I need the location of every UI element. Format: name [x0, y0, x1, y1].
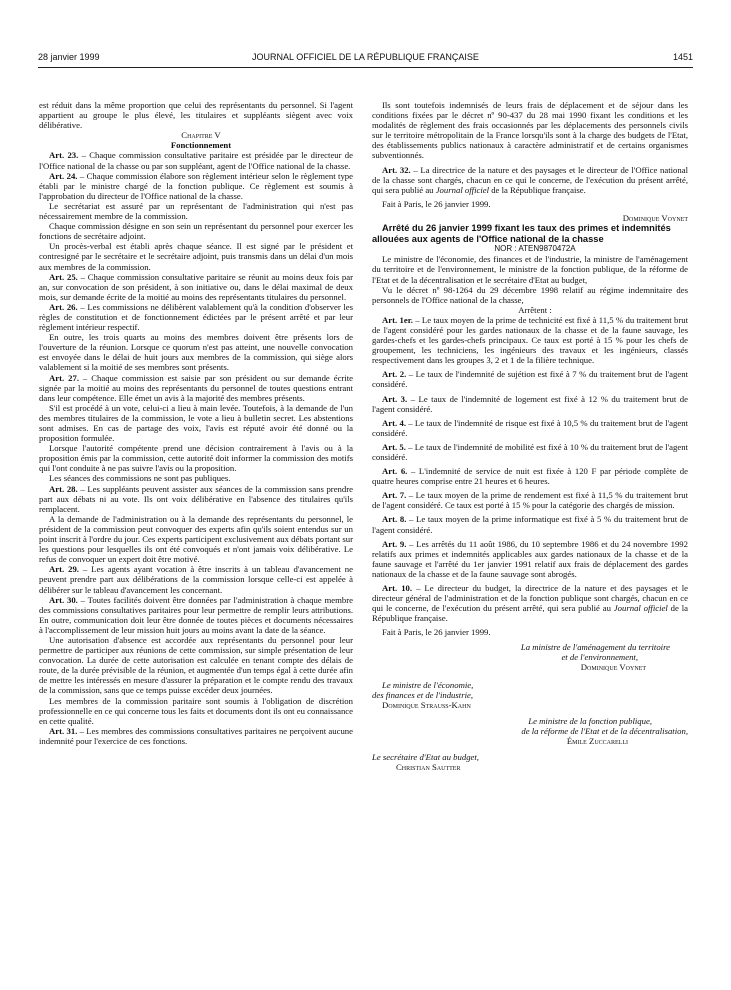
- article-text: – Chaque commission consultative paritaire est présidée par le directeur de l'Office national de la chasse ou par son suppléant, agent de l'Office national de la chasse.: [39, 150, 353, 171]
- article-text: – Le taux de l'indemnité de sujétion est fixé à 7 % du traitement brut de l'agent considéré.: [372, 369, 688, 390]
- article-3: [372, 394, 688, 414]
- article-27: [39, 373, 353, 403]
- article-label: Art. 7.: [382, 490, 407, 501]
- article-label: Art. 26.: [49, 301, 78, 312]
- article-2: [372, 369, 688, 389]
- signatory-role: de la réforme de l'Etat et de la décentralisation,: [521, 726, 688, 737]
- article-label: Art. 5.: [382, 441, 406, 452]
- article-text: – Chaque commission est saisie par son président ou sur demande écrite signée par la moitié au moins des représentants du personnel de toutes questions entrant dans leur compétence. Elle émet un avis à la majorité des membres présents.: [39, 372, 353, 403]
- left-column: [39, 100, 353, 746]
- paragraph: Lorsque l'autorité compétente prend une décision contrairement à l'avis ou à la proposition émis par la commission, cette autorité doit informer la commission des motifs qui l'ont conduite à ne pas suivre l'avis ou la proposition.: [39, 443, 353, 474]
- paragraph: Les membres de la commission paritaire sont soumis à l'obligation de discrétion professionnelle en ce qui concerne tous les faits et documents dont ils ont eu connaissance en cette qualité.: [39, 695, 353, 726]
- signature-block-budget: [372, 752, 688, 772]
- paragraph: Le secrétariat est assuré par un représentant de l'administration qui n'est pas nécessairement membre de la commission.: [39, 200, 353, 222]
- article-label: Art. 4.: [382, 417, 406, 428]
- paragraph: Le ministre de l'économie, des finances et de l'industrie, la ministre de l'aménagement du territoire et de l'environnement, le ministre de la fonction publique, de la réforme de l'Etat et de la décentralisation et le secrétaire d'Etat au budget,: [372, 254, 688, 285]
- article-label: Art. 28.: [49, 483, 78, 494]
- header-date: 28 janvier 1999: [38, 52, 100, 62]
- article-label: Art. 30.: [49, 594, 78, 605]
- signatory-role: Le ministre de la fonction publique,: [528, 716, 652, 727]
- signature-block-public-service: [372, 716, 688, 746]
- article-text: – Les membres des commissions consultatives paritaires ne perçoivent aucune indemnité pour l'exercice de ces fonctions.: [39, 725, 353, 746]
- article-label: Art. 10.: [382, 583, 413, 594]
- article-text: – Le taux moyen de la prime informatique est fixé à 5 % du traitement brut de l'agent considéré.: [372, 514, 688, 535]
- article-label: Art. 32.: [382, 164, 411, 175]
- article-text: – Le taux de l'indemnité de logement est fixé à 12 % du traitement brut de l'agent considéré.: [372, 393, 688, 414]
- paragraph: Les séances des commissions ne sont pas publiques.: [49, 473, 231, 484]
- signatory-name: Dominique Voynet: [622, 212, 688, 223]
- paragraph: est réduit dans la même proportion que celui des représentants du personnel. Si l'agent appartient au groupe le plus élevé, les titulaires et suppléants siègent avec voix délibérative.: [39, 100, 353, 131]
- article-text: – L'indemnité de service de nuit est fixée à 120 F par période complète de quatre heures comprise entre 21 heures et 6 heures.: [372, 466, 689, 487]
- article-text: – Chaque commission élabore son règlement intérieur selon le règlement type établi par le ministre chargé de la fonction publique. Ce règlement est soumis à l'approbation du directeur de l'Office national de la chasse.: [39, 170, 353, 201]
- paragraph: Un procès-verbal est établi après chaque séance. Il est signé par le président et contresigné par le secrétaire et le secrétaire adjoint, puis transmis dans un délai d'un mois aux membres de la commission.: [39, 241, 353, 272]
- chapter-heading: Chapitre V: [181, 130, 221, 141]
- article-text: – La directrice de la nature et des paysages et le directeur de l'Office national de la chasse sont chargés, chacun en ce qui le concerne, de l'exécution du présent arrêté, qui sera publié au: [372, 164, 688, 195]
- article-31: [39, 726, 353, 746]
- page-header: [38, 52, 693, 66]
- article-label: Art. 8.: [382, 514, 407, 525]
- article-1: [372, 315, 688, 365]
- signatory-role: des finances et de l'industrie,: [372, 689, 474, 700]
- article-10: [372, 583, 688, 623]
- paragraph: Une autorisation d'absence est accordée aux représentants du personnel pour leur permettre de participer aux réunions de cette commission, sur simple présentation de leur convocation. La durée de cette autorisation est calculée en tenant compte des délais de route, de la durée prévisible de la réunion, et augmentée d'un temps égal à cette durée afin de mettre les intéressés en mesure d'assurer la préparation et le compte rendu des travaux de la commission, sans que ce temps puisse excéder deux journées.: [39, 634, 353, 696]
- article-8: [372, 514, 688, 534]
- article-label: Art. 2.: [382, 369, 407, 380]
- article-label: Art. 1er.: [382, 314, 413, 325]
- signatory-role: La ministre de l'aménagement du territoire: [520, 641, 670, 652]
- article-6: [372, 466, 688, 486]
- paragraph: Ils sont toutefois indemnisés de leurs frais de déplacement et de séjour dans les conditions fixées par le décret nº 90-437 du 28 mai 1990 fixant les conditions et les modalités de règlement des frais occasionnés par les déplacements des personnels civils sur le territoire métropolitain de la France lorsqu'ils sont à la charge des budgets de l'Etat, des établissements publics nationaux à caractère administratif et de certains organismes subventionnés.: [372, 100, 688, 161]
- signatory-role: Le ministre de l'économie,: [382, 679, 474, 690]
- signature-block-economy: [372, 680, 688, 710]
- article-text: – Les agents ayant vocation à être inscrits à un tableau d'avancement ne peuvent prendre part aux délibérations de la commission lorsque celle-ci est appelée à délibérer sur le tableau d'avancement les concernant.: [39, 564, 353, 595]
- section-heading: Fonctionnement: [170, 140, 232, 151]
- signatory-name: Émile Zuccarelli: [566, 736, 628, 747]
- signatory-role: et de l'environnement,: [561, 651, 638, 662]
- article-label: Art. 23.: [49, 150, 79, 161]
- article-text: – Le directeur du budget, la directrice de la nature et des paysages et le directeur général de l'administration et de la fonction publique sont chargés, chacun en ce qui le concerne, de l'exécution du présent arrêté, qui sera publié au: [372, 583, 688, 614]
- article-26: [39, 302, 353, 332]
- article-7: [372, 490, 688, 510]
- article-text: – Le taux moyen de la prime de rendement est fixé à 11,5 % du traitement brut de l'agent considéré. Ce taux est porté à 15 % pour la catégorie des chargés de mission.: [372, 490, 688, 511]
- article-24: [39, 171, 353, 201]
- paragraph: Vu le décret nº 98-1264 du 29 décembre 1998 relatif au régime indemnitaire des personnels de l'Office national de la chasse,: [372, 284, 688, 305]
- article-28: [39, 484, 353, 514]
- signatory-name: Dominique Voynet: [580, 661, 646, 672]
- article-25: [39, 272, 353, 302]
- article-32: [372, 165, 688, 195]
- signing-place-date: Fait à Paris, le 26 janvier 1999.: [382, 627, 491, 638]
- paragraph: En outre, les trois quarts au moins des membres doivent être présents lors de l'ouverture de la réunion. Lorsque ce quorum n'est pas atteint, une nouvelle convocation est envoyée dans le délai de huit jours aux membres de la commission, qui siège alors valablement si la moitié de ses membres sont présents.: [39, 332, 353, 373]
- article-text: de la République française.: [372, 603, 688, 624]
- article-text: de la République française.: [489, 184, 586, 195]
- signing-place-date: Fait à Paris, le 26 janvier 1999.: [382, 198, 491, 209]
- article-4: [372, 418, 688, 438]
- right-column: [372, 100, 688, 773]
- article-text: – Les commissions ne délibèrent valablement qu'à la condition d'observer les règles de constitution et de fonctionnement édictées par le présent arrêté et par leur règlement intérieur respectif.: [39, 301, 354, 333]
- signatory-name: Dominique Strauss-Kahn: [382, 699, 471, 710]
- journal-officiel-ref: Journal officiel: [435, 184, 490, 195]
- signatory-role: Le secrétaire d'Etat au budget,: [372, 752, 479, 763]
- article-9: [372, 539, 688, 579]
- article-label: Art. 9.: [382, 538, 407, 549]
- article-label: Art. 29.: [49, 564, 79, 575]
- article-29: [39, 564, 353, 594]
- header-journal-title: JOURNAL OFFICIEL DE LA RÉPUBLIQUE FRANÇAISE: [252, 52, 479, 62]
- article-text: – Les arrêtés du 11 août 1986, du 10 septembre 1986 et du 24 novembre 1992 relatifs aux primes et indemnités applicables aux gardes nationaux de la chasse et de la faune sauvage et l'arrêté du 1er janvier 1991 relatif aux frais de déplacement des gardes nationaux de la chasse et de la faune sauvage sont abrogés.: [372, 538, 688, 579]
- header-rule: [38, 67, 693, 68]
- article-label: Art. 25.: [49, 271, 78, 282]
- article-text: – Le taux de l'indemnité de mobilité est fixé à 10 % du traitement brut de l'agent considéré.: [372, 441, 688, 462]
- article-5: [372, 442, 688, 462]
- article-text: – Le taux de l'indemnité de risque est fixé à 10,5 % du traitement brut de l'agent considéré.: [372, 417, 688, 438]
- article-30: [39, 595, 353, 635]
- article-label: Art. 6.: [382, 466, 408, 477]
- article-label: Art. 24.: [49, 170, 78, 181]
- journal-officiel-ref: Journal officiel: [613, 603, 668, 614]
- signatory-name: Christian Sautter: [396, 762, 461, 773]
- article-text: – Les suppléants peuvent assister aux séances de la commission sans prendre part aux débats ni au vote. Ils ont voix délibérative en l'absence des titulaires qu'ils remplacent.: [39, 483, 353, 514]
- article-text: – Toutes facilités doivent être données par l'administration à chaque membre des commissions consultatives paritaires pour leur permettre de remplir leurs attributions. En outre, communication doit leur être donnée de toutes pièces et documents nécessaires à l'accomplissement de leur mission huit jours au moins avant la date de la séance.: [39, 594, 353, 635]
- paragraph: S'il est procédé à un vote, celui-ci a lieu à main levée. Toutefois, à la demande de l'un des membres titulaires de la commission, le vote a lieu à bulletin secret. Les abstentions sont admises. En cas de partage des voix, l'avis est réputé avoir été donné ou la proposition formulée.: [39, 402, 353, 444]
- paragraph: Chaque commission désigne en son sein un représentant du personnel pour exercer les fonctions de secrétaire adjoint.: [39, 221, 353, 242]
- nor-reference: NOR : ATEN9870472A: [494, 244, 576, 254]
- paragraph: A la demande de l'administration ou à la demande des représentants du personnel, le président de la commission peut convoquer des experts afin qu'ils soient entendus sur un point inscrit à l'ordre du jour. Ces experts participent exclusivement aux débats portant sur les questions pour lesquelles ils ont été convoqués et n'ont jamais voix délibérative. Le refus de convoquer un expert doit être motivé.: [39, 513, 353, 565]
- decree-title: Arrêté du 26 janvier 1999 fixant les taux des primes et indemnités allouées aux agents de l'Office national de la chasse: [372, 223, 671, 244]
- signature-block-environment: [372, 642, 688, 672]
- article-label: Art. 27.: [49, 372, 79, 383]
- arretent-heading: Arrêtent :: [518, 304, 552, 315]
- header-page-number: 1451: [672, 52, 693, 62]
- article-label: Art. 3.: [382, 393, 408, 404]
- article-text: – Chaque commission consultative paritaire se réunit au moins deux fois par an, sur convocation de son président, à son initiative ou, dans le délai maximal de deux mois, sur demande écrite de la moitié au moins des représentants titulaires du personnel.: [39, 271, 353, 302]
- article-label: Art. 31.: [49, 725, 78, 736]
- article-23: [39, 150, 353, 170]
- article-text: – Le taux moyen de la prime de technicité est fixé à 11,5 % du traitement brut de l'agent considéré pour les gardes nationaux de la chasse et de la faune sauvage, les gardes-chefs et les gardes-chefs principaux. Ce taux est porté à 15 % pour les chefs de groupement, les techniciens, les ingénieurs des travaux et les ingénieurs, classés respectivement dans les groupes 3, 2 et 1 de la filière technique.: [372, 314, 688, 366]
